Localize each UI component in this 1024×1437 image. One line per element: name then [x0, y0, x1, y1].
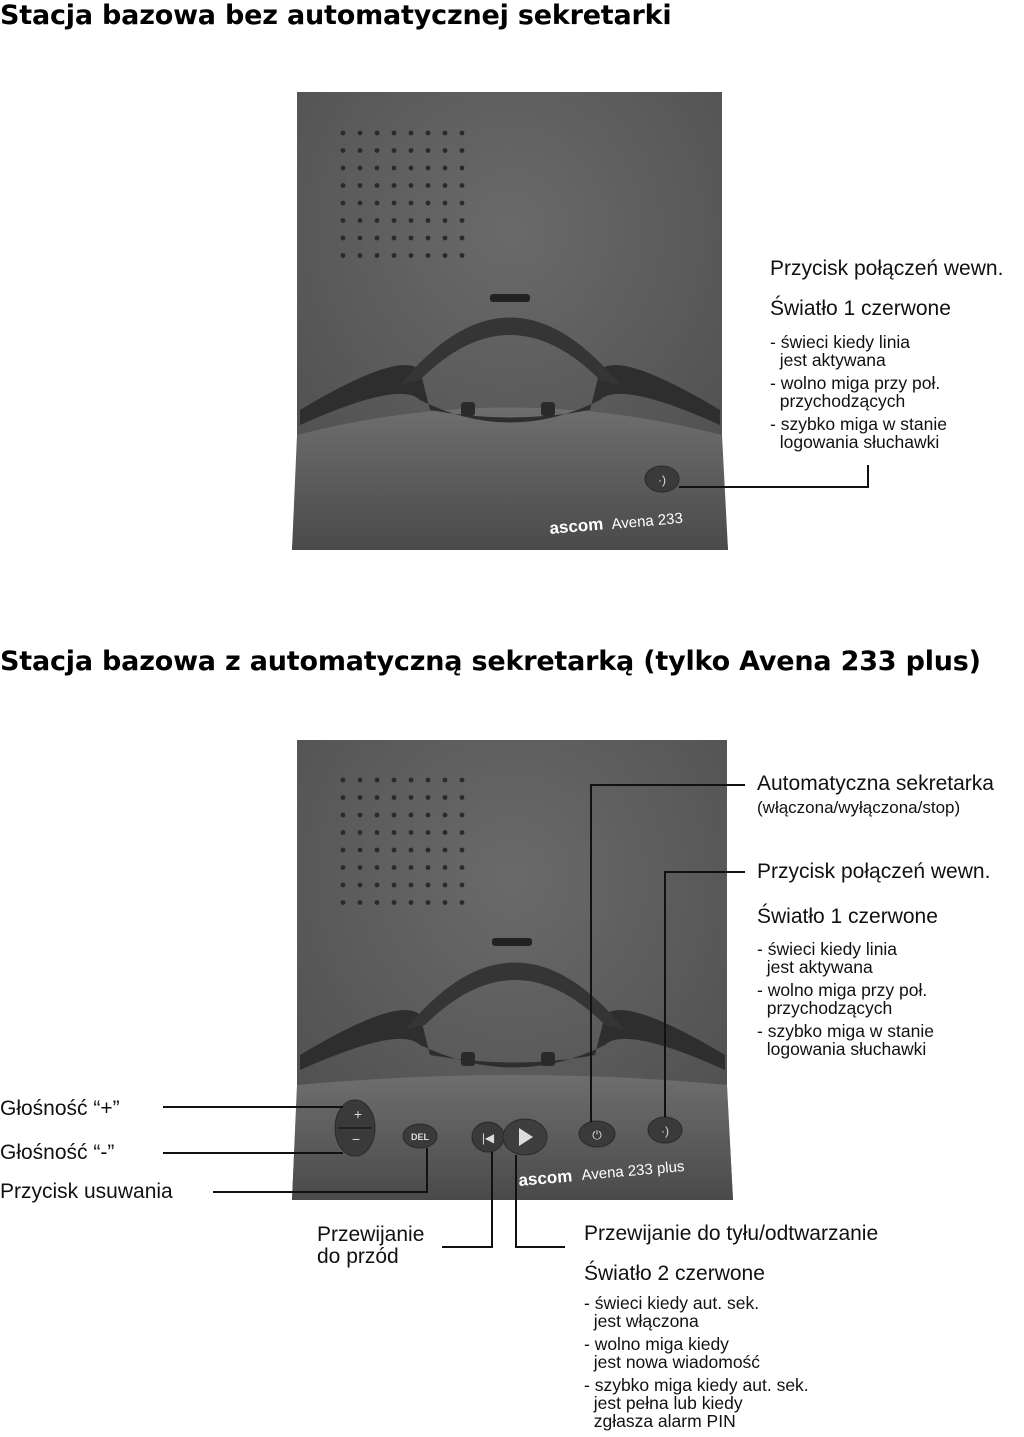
note-item: - szybko miga w stanie logowania słuchawki — [757, 1021, 935, 1059]
note-item: - szybko miga w stanie logowania słuchawki — [770, 414, 948, 452]
light2-label: Światło 2 czerwone — [584, 1262, 765, 1285]
note-item: - wolno miga kiedy jest nowa wiadomość — [584, 1334, 761, 1372]
volume-minus-label: Głośność “-” — [0, 1141, 115, 1164]
rewind-play-label: Przewijanie do tyłu/odtwarzanie — [584, 1222, 879, 1245]
base-station-diagram-1 — [0, 80, 1024, 570]
note-item: - świeci kiedy linia jest aktywana — [770, 332, 911, 370]
skip-back-icon: |◀ — [481, 1131, 495, 1145]
note-item: - wolno miga przy poł. przychodzących — [757, 980, 928, 1018]
light1-label-2: Światło 1 czerwone — [757, 905, 938, 928]
answering-machine-sublabel: (włączona/wyłączona/stop) — [757, 798, 961, 817]
brand-logo-2: ascom — [517, 1166, 574, 1190]
brand-logo-1: ascom — [548, 514, 605, 538]
note-item: - wolno miga przy poł. przychodzących — [770, 373, 941, 411]
note-item: - świeci kiedy linia jest aktywana — [757, 939, 898, 977]
intercom-label-1: Przycisk połączeń wewn. — [770, 257, 1004, 280]
note-item: - szybko miga kiedy aut. sek. jest pełna lub kiedy zgłasza alarm PIN — [584, 1375, 809, 1431]
volume-plus-label: Głośność “+” — [0, 1097, 120, 1120]
light-notes-1 — [770, 333, 947, 456]
delete-label: Przycisk usuwania — [0, 1180, 173, 1203]
section2-title: Stacja bazowa z automatyczną sekretarką (tylko Avena 233 plus) — [0, 646, 981, 677]
light-label-1: Światło 1 czerwone — [770, 297, 951, 320]
intercom-label-2: Przycisk połączeń wewn. — [757, 860, 991, 883]
answering-machine-label: Automatyczna sekretarka — [757, 772, 994, 795]
volume-plus-icon: + — [353, 1106, 363, 1122]
intercom-icon: ·) — [661, 1124, 669, 1138]
power-icon: ⏻ — [592, 1128, 602, 1142]
intercom-icon: ·) — [658, 473, 666, 487]
light1-notes-2 — [757, 940, 934, 1063]
cradle-slot — [492, 938, 532, 946]
cradle-slot — [490, 294, 530, 302]
note-item: - świeci kiedy aut. sek. jest włączona — [584, 1293, 760, 1331]
model-name-1: Avena 233 — [610, 509, 684, 533]
forward-label: Przewijanie do przód — [317, 1223, 425, 1268]
del-button-label: DEL — [411, 1132, 429, 1142]
model-name-2: Avena 233 plus — [580, 1158, 686, 1184]
light2-notes — [584, 1294, 809, 1435]
section1-title: Stacja bazowa bez automatycznej sekretarki — [0, 0, 672, 31]
volume-minus-icon: − — [351, 1131, 361, 1147]
